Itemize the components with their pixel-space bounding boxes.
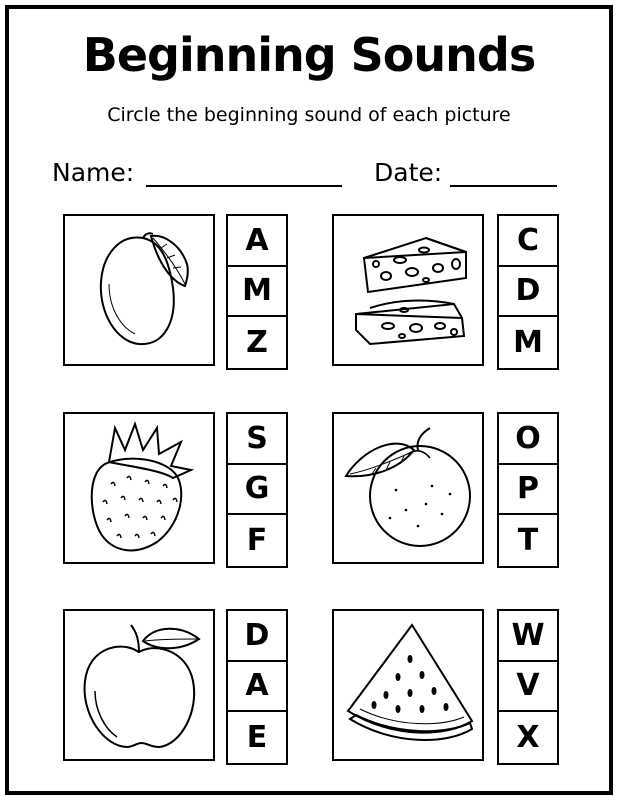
picture-box-orange — [332, 412, 484, 564]
letter-choice[interactable]: M — [513, 324, 543, 360]
watermelon-icon — [334, 611, 482, 759]
letter-choice[interactable]: T — [517, 522, 539, 558]
letter-choice[interactable]: X — [516, 719, 540, 755]
picture-box-strawberry — [63, 412, 215, 564]
cheese-icon — [334, 216, 482, 364]
letter-choice[interactable]: O — [499, 414, 557, 465]
letter-choices-mango — [226, 214, 288, 370]
letter-choice[interactable]: C — [499, 216, 557, 267]
date-field[interactable] — [450, 185, 557, 187]
letter-choice[interactable]: A — [228, 662, 286, 713]
orange-icon — [334, 414, 482, 562]
date-label: Date: — [374, 158, 443, 187]
letter-choice[interactable]: A — [228, 216, 286, 267]
mango-icon — [65, 216, 213, 364]
letter-choices-strawberry — [226, 412, 288, 568]
picture-box-watermelon — [332, 609, 484, 761]
name-label: Name: — [52, 158, 135, 187]
letter-choice[interactable]: M — [228, 267, 286, 318]
instructions: Circle the beginning sound of each picture — [107, 104, 511, 126]
letter-choice[interactable]: S — [228, 414, 286, 465]
page-title: Beginning Sounds — [82, 28, 536, 82]
letter-choice[interactable]: F — [246, 522, 268, 558]
picture-box-mango — [63, 214, 215, 366]
letter-choice[interactable]: W — [499, 611, 557, 662]
letter-choice[interactable]: E — [246, 719, 268, 755]
letter-choice[interactable]: D — [499, 267, 557, 318]
name-field[interactable] — [146, 185, 342, 187]
picture-box-apple — [63, 609, 215, 761]
letter-choice[interactable]: G — [228, 465, 286, 516]
strawberry-icon — [65, 414, 213, 562]
letter-choice[interactable]: V — [499, 662, 557, 713]
apple-icon — [65, 611, 213, 759]
picture-box-cheese — [332, 214, 484, 366]
letter-choices-orange — [497, 412, 559, 568]
letter-choice[interactable]: Z — [246, 324, 268, 360]
letter-choices-cheese — [497, 214, 559, 370]
letter-choice[interactable]: P — [499, 465, 557, 516]
letter-choice[interactable]: D — [228, 611, 286, 662]
letter-choices-watermelon — [497, 609, 559, 765]
letter-choices-apple — [226, 609, 288, 765]
